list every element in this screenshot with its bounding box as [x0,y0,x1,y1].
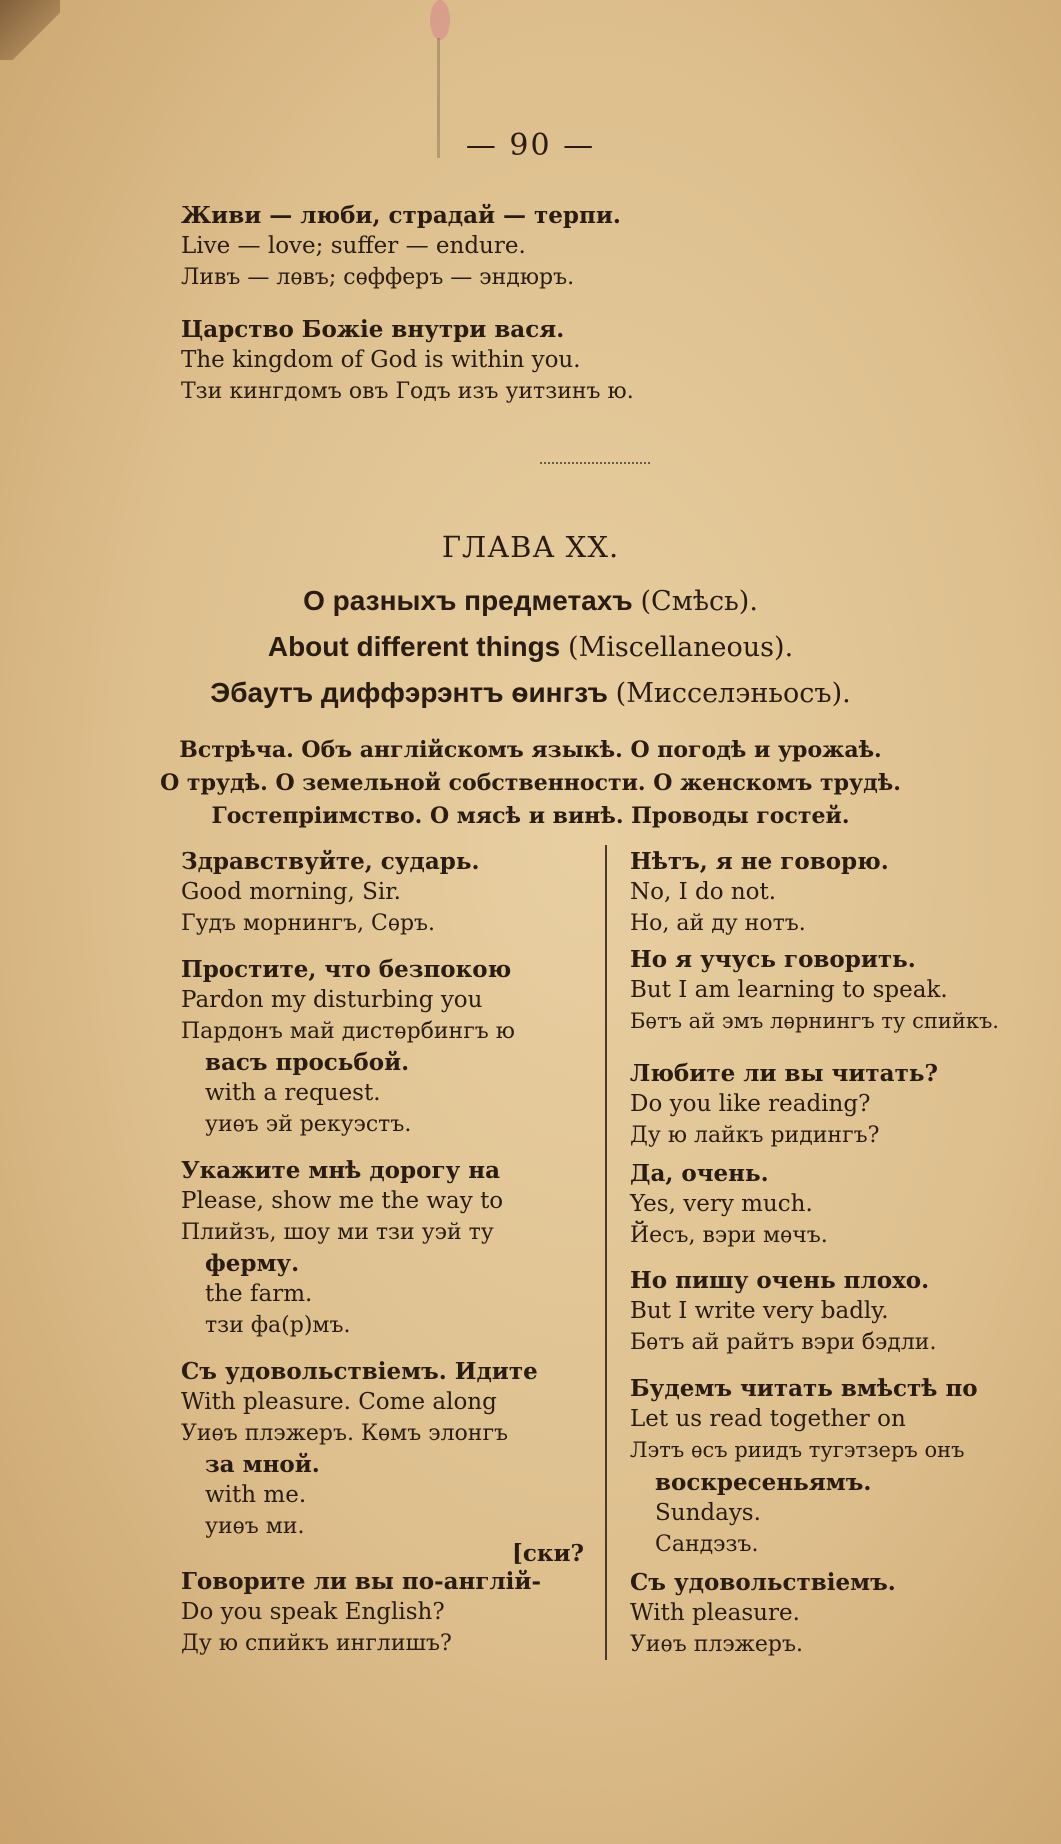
entry-en: With pleasure. Come along [181,1389,497,1415]
entry-ru: [ски? [512,1540,585,1567]
entry-ru: Простите, что безпокою [181,956,512,983]
chapter-subtitle-ru [0,585,1061,617]
proverb-ru: Царство Божіе внутри вася. [181,316,565,343]
chapter-topics-3: Гостепріимство. О мясѣ и винѣ. Проводы гостей. [211,803,850,829]
dialogue-entry-cont [205,1248,351,1341]
subtitle-tr-paren: (Мисселэньосъ). [615,678,851,709]
dialogue-entry [181,954,515,1047]
section-divider [540,462,650,468]
entry-en: Yes, very much. [630,1191,813,1217]
entry-tr: Йесъ, вэри мѳчъ. [630,1223,828,1248]
proverb-2 [181,314,634,407]
entry-ru: Съ удовольствіемъ. Идите [181,1358,538,1385]
column-rule [605,845,607,1660]
proverb-tr: Ливъ — лѳвъ; сѳфферъ — эндюръ. [181,265,575,290]
entry-ru: Но я учусь говорить. [630,946,916,973]
entry-tr: Пардонъ май дистѳрбингъ ю [181,1019,515,1044]
entry-tr: Но, ай ду нотъ. [630,911,806,936]
entry-tr: уиѳъ ми. [205,1514,305,1539]
subtitle-ru-main: О разныхъ предметахъ [303,585,633,616]
entry-tr: Уиѳъ плэжеръ. [630,1632,803,1657]
page-number: — 90 — [465,128,596,163]
entry-ru: Но пишу очень плохо. [630,1267,930,1294]
proverb-en: The kingdom of God is within you. [181,347,581,373]
entry-tr: Ду ю лайкъ ридингъ? [630,1123,880,1148]
proverb-en: Live — love; suffer — endure. [181,233,526,259]
dialogue-entry [181,1155,503,1248]
torn-corner [0,0,60,60]
dialogue-entry-cont [205,1449,320,1542]
entry-ru: васъ просьбой. [205,1049,410,1076]
entry-en: Do you speak English? [181,1599,445,1625]
dialogue-entry [181,846,479,939]
chapter-topics-1: Встрѣча. Объ англійскомъ языкѣ. О погодѣ и урожаѣ. [179,737,882,763]
dialogue-entry [630,1058,938,1151]
dialogue-entry [630,1567,896,1660]
entry-en: But I write very badly. [630,1298,889,1324]
entry-en: No, I do not. [630,879,777,905]
entry-ru: Съ удовольствіемъ. [630,1569,896,1596]
entry-tr: Уиѳъ плэжеръ. Кѳмъ элонгъ [181,1421,508,1446]
entry-en: Please, show me the way to [181,1188,504,1214]
entry-tr: Гудъ морнингъ, Сѳръ. [181,911,436,936]
entry-ru: Нѣтъ, я не говорю. [630,848,889,875]
entry-ru: Любите ли вы читать? [630,1060,938,1087]
entry-en: Sundays. [655,1500,761,1526]
entry-tr: Бѳтъ ай райтъ вэри бэдли. [630,1330,937,1355]
ink-stain [430,0,450,40]
entry-en: the farm. [205,1281,313,1307]
chapter-topics-2: О трудѣ. О земельной собственности. О женскомъ трудѣ. [160,770,901,796]
entry-en: with a request. [205,1080,381,1106]
proverb-ru: Живи — люби, страдай — терпи. [181,202,621,229]
proverb-tr: Тзи кингдомъ овъ Годъ изъ уитзинъ ю. [181,379,634,404]
dialogue-entry [630,1158,828,1251]
dialogue-entry [630,846,889,939]
dialogue-entry-cont [205,1047,411,1140]
hyphen-continuation [512,1538,584,1569]
entry-ru: за мной. [205,1451,320,1478]
dialogue-entry-cont [655,1467,871,1560]
entry-en: Do you like reading? [630,1091,871,1117]
entry-ru: Будемъ читать вмѣстѣ по [630,1375,978,1402]
entry-en: Let us read together on [630,1406,906,1432]
entry-tr: Ду ю спийкъ инглишъ? [181,1631,452,1656]
chapter-subtitle-en [0,631,1061,663]
entry-ru: Да, очень. [630,1160,769,1187]
dialogue-entry [181,1566,541,1659]
dialogue-entry [630,944,999,1037]
entry-ru: Укажите мнѣ дорогу на [181,1157,501,1184]
entry-tr: Бѳтъ ай эмъ лѳрнингъ ту спийкъ. [630,1009,999,1033]
entry-tr: Сандэзъ. [655,1532,759,1557]
entry-tr: Плийзъ, шоу ми тзи уэй ту [181,1220,494,1245]
entry-tr: тзи фа(р)мъ. [205,1313,351,1338]
dialogue-entry [630,1265,936,1358]
entry-ru: ферму. [205,1250,300,1277]
proverb-1 [181,200,621,293]
dialogue-entry [630,1373,978,1466]
entry-ru: Здравствуйте, сударь. [181,848,480,875]
dialogue-entry [181,1356,538,1449]
entry-en: Good morning, Sir. [181,879,401,905]
entry-en: With pleasure. [630,1600,800,1626]
subtitle-ru-paren: (Смѣсь). [640,586,758,617]
entry-tr: уиѳъ эй рекуэстъ. [205,1112,412,1137]
subtitle-tr-main: Эбаутъ диффэрэнтъ ѳингзъ [210,677,608,708]
entry-ru: воскресеньямъ. [655,1469,872,1496]
entry-ru: Говорите ли вы по-англій- [181,1568,542,1595]
chapter-subtitle-tr [0,677,1061,709]
entry-en: But I am learning to speak. [630,977,948,1003]
entry-en: with me. [205,1482,307,1508]
subtitle-en-main: About different things [267,631,561,662]
entry-en: Pardon my disturbing you [181,987,483,1013]
subtitle-en-paren: (Miscellaneous). [568,632,794,663]
entry-tr: Лэтъ ѳсъ риидъ тугэтзеръ онъ [630,1438,965,1462]
chapter-title: ГЛАВА XX. [441,530,620,564]
